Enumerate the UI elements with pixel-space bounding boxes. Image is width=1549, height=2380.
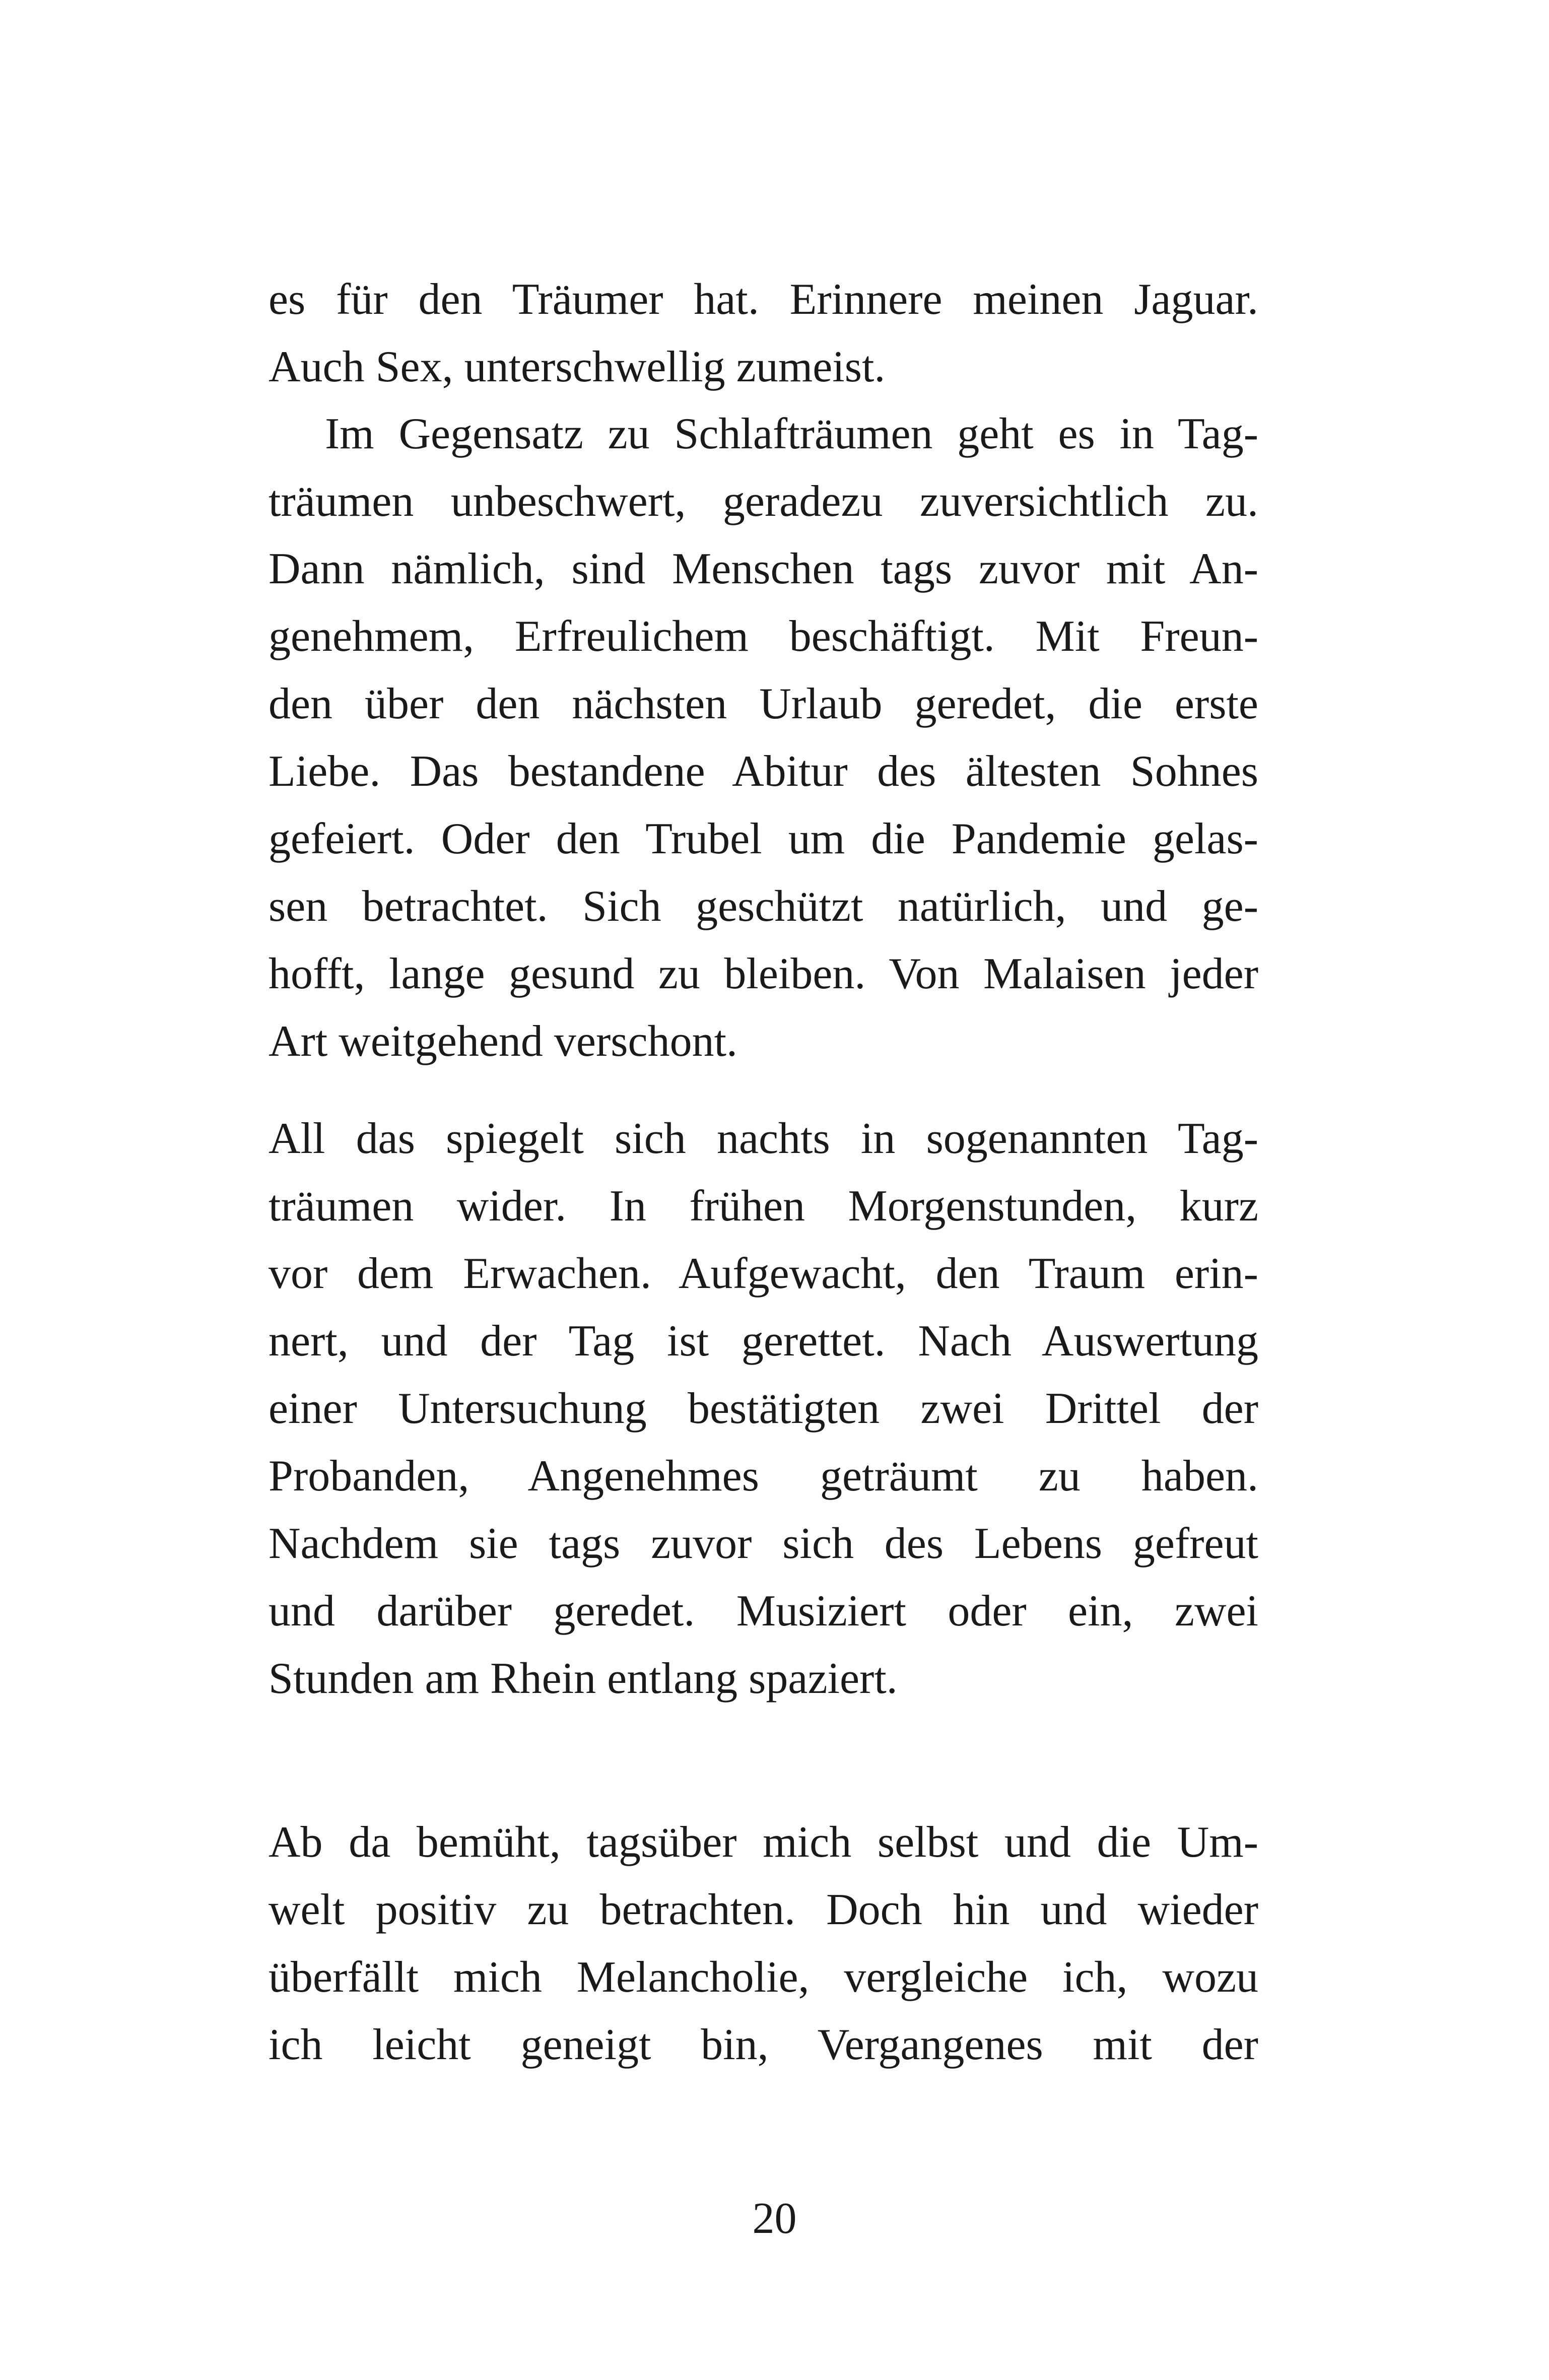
text-line: Auch Sex, unterschwellig zumeist. — [268, 343, 886, 391]
text-line: Ab da bemüht, tagsüber mich selbst und die Um- — [268, 1818, 1258, 1867]
paragraph-continuation — [268, 266, 1258, 401]
text-line: Im Gegensatz zu Schlafträumen geht es in Tag- — [325, 410, 1258, 458]
text-line: Probanden, Angenehmes geträumt zu haben. — [268, 1452, 1258, 1501]
text-line: ich leicht geneigt bin, Vergangenes mit der — [268, 2020, 1258, 2069]
paragraph — [268, 1809, 1258, 2079]
text-line: und darüber geredet. Musiziert oder ein, zwei — [268, 1587, 1258, 1636]
text-line: All das spiegelt sich nachts in sogenannten Tag- — [268, 1114, 1258, 1163]
text-line: genehmem, Erfreulichem beschäftigt. Mit Freun- — [268, 612, 1258, 661]
text-line: sen betrachtet. Sich geschützt natürlich, und ge- — [268, 882, 1258, 931]
text-line: vor dem Erwachen. Aufgewacht, den Traum erin- — [268, 1249, 1258, 1298]
text-line: hofft, lange gesund zu bleiben. Von Malaisen jeder — [268, 949, 1258, 998]
text-line: Stunden am Rhein entlang spaziert. — [268, 1654, 898, 1703]
text-line: Liebe. Das bestandene Abitur des ältesten Sohnes — [268, 747, 1258, 796]
text-line: Art weitgehend verschont. — [268, 1017, 738, 1066]
text-line: den über den nächsten Urlaub geredet, die erste — [268, 679, 1258, 728]
text-line: Dann nämlich, sind Menschen tags zuvor mit An- — [268, 545, 1258, 593]
text-line: Nachdem sie tags zuvor sich des Lebens gefreut — [268, 1519, 1258, 1568]
text-line: welt positiv zu betrachten. Doch hin und wieder — [268, 1885, 1258, 1934]
text-line: träumen unbeschwert, geradezu zuversichtlich zu. — [268, 477, 1258, 526]
text-line: nert, und der Tag ist gerettet. Nach Auswertung — [268, 1317, 1258, 1366]
text-line: träumen wider. In frühen Morgenstunden, kurz — [268, 1182, 1258, 1231]
text-line: gefeiert. Oder den Trubel um die Pandemie gelas- — [268, 814, 1258, 863]
page-number: 20 — [752, 2194, 797, 2243]
text-line: überfällt mich Melancholie, vergleiche ich, wozu — [268, 1953, 1258, 2002]
paragraph — [268, 1105, 1258, 1713]
paragraph — [268, 400, 1258, 1075]
text-line: es für den Träumer hat. Erinnere meinen Jaguar. — [268, 275, 1258, 324]
text-line: einer Untersuchung bestätigten zwei Drittel der — [268, 1384, 1258, 1433]
